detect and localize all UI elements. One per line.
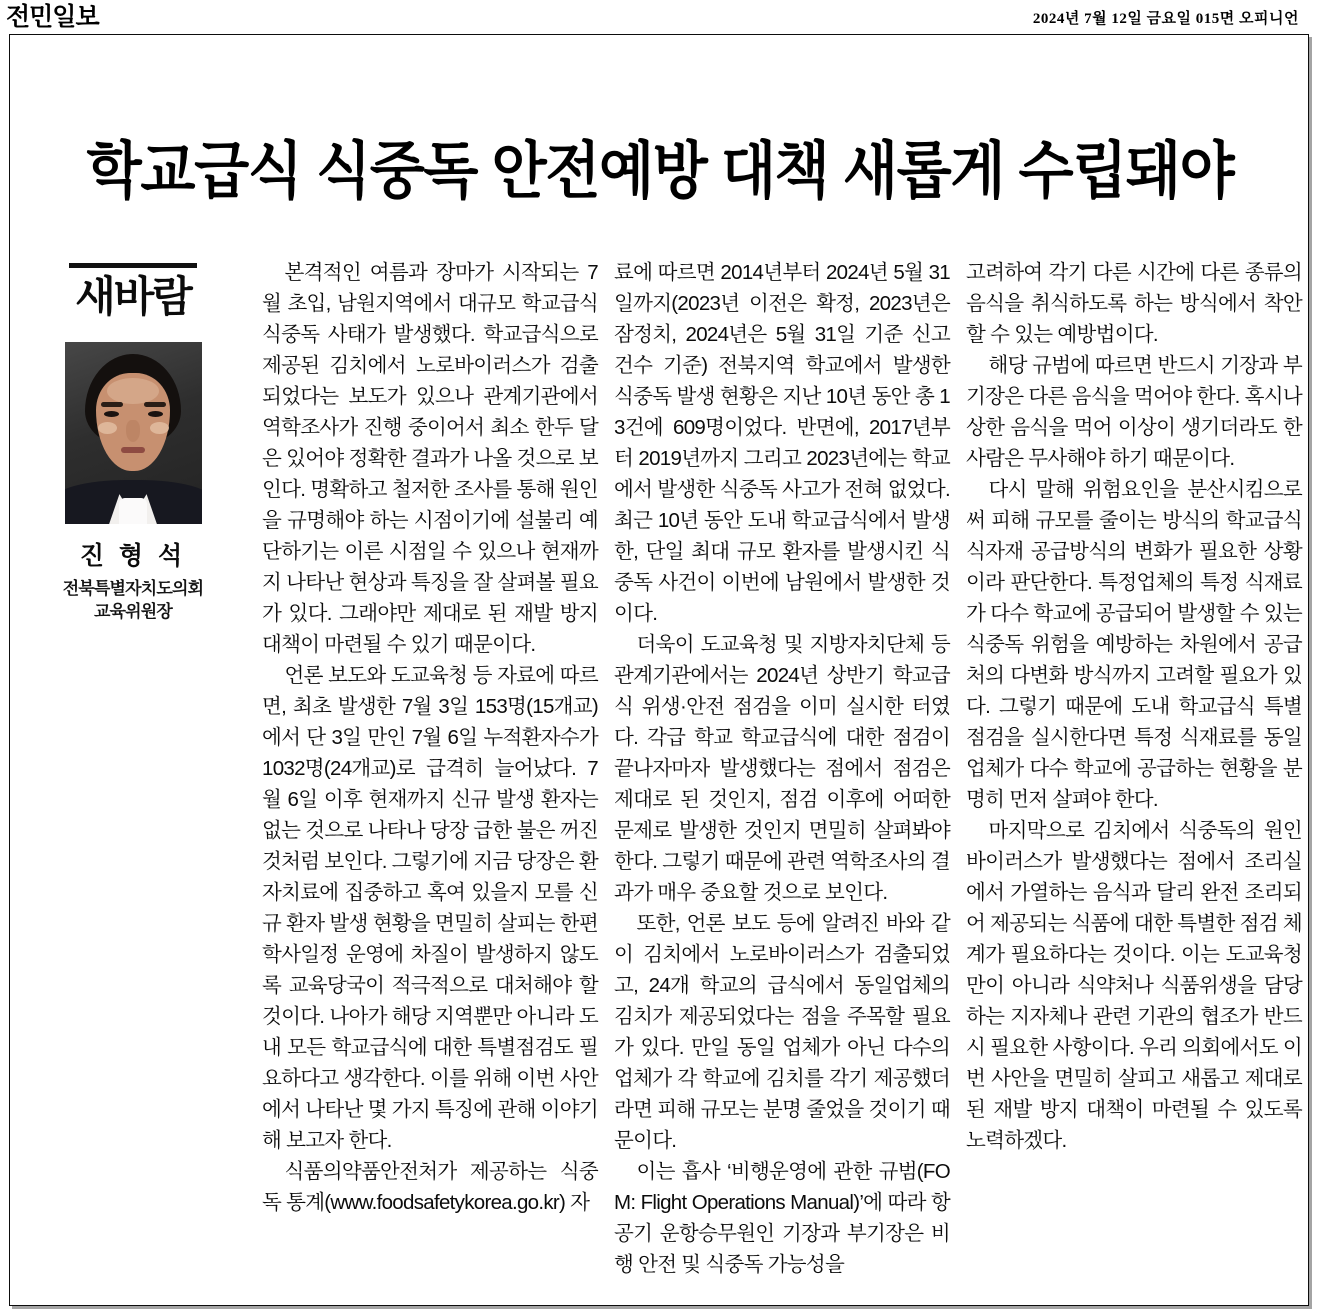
paragraph: 더욱이 도교육청 및 지방자치단체 등 관계기관에서는 2024년 상반기 학교급식 위생·안전 점검을 이미 실시한 터였다. 각급 학교 학교급식에 대한 점검이 끝나자마자 발생했다는 점에서 점검은 제대로 된 것인지, 점검 이후에 어떠한 문제로 발생한 것인지 면밀히 살펴봐야 한다. 그렇기 때문에 관련 역학조사의 결과가 매우 중요할 것으로 보인다. <box>614 633 950 904</box>
paragraph: 고려하여 각기 다른 시간에 다른 종류의 음식을 취식하도록 하는 방식에서 착안할 수 있는 예방법이다. <box>966 261 1302 346</box>
paragraph: 마지막으로 김치에서 식중독의 원인 바이러스가 발생했다는 점에서 조리실에서 가열하는 음식과 달리 완전 조리되어 제공되는 식품에 대한 특별한 점검 체계가 필요하다는 것이다. 이는 도교육청만이 아니라 식약처나 식품위생을 담당하는 지자체나 관련 기관의 협조가 반드시 필요한 사항이다. 우리 의회에서도 이번 사안을 면밀히 살피고 새롭고 제대로 된 재발 방지 대책이 마련될 수 있도록 노력하겠다. <box>966 819 1302 1152</box>
text-column-2 <box>608 257 960 1280</box>
page-frame <box>9 34 1309 1306</box>
paragraph: 또한, 언론 보도 등에 알려진 바와 같이 김치에서 노로바이러스가 검출되었고, 24개 학교의 급식에서 동일업체의 김치가 제공되었다는 점을 주목할 필요가 있다. 만일 동일 업체가 아닌 다수의 업체가 각 학교에 김치를 각기 제공했더라면 피해 규모는 분명 줄었을 것이기 때문이다. <box>614 912 950 1152</box>
portrait-cheek-left <box>98 422 117 434</box>
text-columns <box>256 257 1319 1280</box>
masthead <box>0 0 1319 34</box>
portrait-shirt <box>119 498 147 524</box>
paragraph: 해당 규범에 따르면 반드시 기장과 부기장은 다른 음식을 먹어야 한다. 혹시나 상한 음식을 먹어 이상이 생기더라도 한 사람은 무사해야 하기 때문이다. <box>966 354 1302 470</box>
portrait-cheek-right <box>150 422 169 434</box>
paragraph: 다시 말해 위험요인을 분산시킴으로써 피해 규모를 줄이는 방식의 학교급식 식자재 공급방식의 변화가 필요한 상황이라 판단한다. 특정업체의 특정 식재료가 다수 학교에 공급되어 발생할 수 있는 식중독 위험을 예방하는 차원에서 공급처의 다변화 방식까지 고려할 필요가 있다. 그렇기 때문에 도내 학교급식 특별 점검을 실시한다면 특정 식재료를 동일업체가 다수 학교에 공급하는 현황을 분명히 먼저 살펴야 한다. <box>966 478 1302 811</box>
column-brand-label: 새바람 <box>75 273 191 320</box>
paragraph: 본격적인 여름과 장마가 시작되는 7월 초입, 남원지역에서 대규모 학교급식 식중독 사태가 발생했다. 학교급식으로 제공된 김치에서 노로바이러스가 검출되었다는 보도가 있으나 관계기관에서 역학조사가 진행 중이어서 최소 한두 달은 있어야 정확한 결과가 나올 것으로 보인다. 명확하고 철저한 조사를 통해 원인을 규명해야 하는 시점이기에 설불리 예단하기는 이른 시점일 수 있으나 현재까지 나타난 현상과 특징을 잘 살펴볼 필요가 있다. 그래야만 제대로 된 재발 방지 대책이 마련될 수 있기 때문이다. <box>262 261 598 656</box>
portrait-eye-right <box>148 411 163 417</box>
author-affiliation-line-1: 전북특별자치도의회 <box>62 579 204 599</box>
paragraph: 식품의약품안전처가 제공하는 식중독 통계(www.foodsafetykorea.go.kr) 자 <box>262 1160 598 1214</box>
article-body <box>10 257 1310 1287</box>
portrait-eye-left <box>104 411 119 417</box>
author-portrait <box>65 342 202 524</box>
portrait-forehead <box>107 378 159 404</box>
paper-name: 전민일보 <box>6 2 99 31</box>
portrait-brow-right <box>144 402 166 407</box>
dateline: 2024년 7월 12일 금요일 015면 오피니언 <box>1032 10 1299 27</box>
text-column-1 <box>256 257 608 1280</box>
text-column-3 <box>960 257 1312 1280</box>
portrait-brow-left <box>101 402 123 407</box>
paragraph: 료에 따르면 2014년부터 2024년 5월 31일까지(2023년 이전은 확정, 2023년은 잠정치, 2024년은 5월 31일 기준 신고 건수 기준) 전북지역 학교에서 발생한 식중독 발생 현황은 지난 10년 동안 총 13건에 609명이었다. 반면에, 2017년부터 2019년까지 그리고 2023년에는 학교에서 발생한 식중독 사고가 전혀 없었다. 최근 10년 동안 도내 학교급식에서 발생한, 단일 최대 규모 환자를 발생시킨 식중독 사건이 이번에 남원에서 발생한 것이다. <box>614 261 950 625</box>
portrait-mouth <box>121 447 145 453</box>
byline-divider <box>69 263 197 268</box>
byline-column <box>10 257 256 624</box>
author-affiliation-line-2: 교육위원장 <box>93 602 173 622</box>
author-name: 진 형 석 <box>79 542 187 571</box>
paragraph: 이는 흡사 ‘비행운영에 관한 규범(FOM: Flight Operations Manual)’에 따라 항공기 운항승무원인 기장과 부기장은 비행 안전 및 식중독 가능성을 <box>614 1160 950 1276</box>
paragraph: 언론 보도와 도교육청 등 자료에 따르면, 최초 발생한 7월 3일 153명(15개교)에서 단 3일 만인 7월 6일 누적환자수가 1032명(24개교)로 급격히 늘어났다. 7월 6일 이후 현재까지 신규 발생 환자는 없는 것으로 나타나 당장 급한 불은 꺼진 것처럼 보인다. 그렇기에 지금 당장은 환자치료에 집중하고 혹여 있을지 모를 신규 환자 발생 현황을 면밀히 살피는 한편 학사일정 운영에 차질이 발생하지 않도록 교육당국이 적극적으로 대처해야 할 것이다. 나아가 해당 지역뿐만 아니라 도내 모든 학교급식에 대한 특별점검도 필요하다고 생각한다. 이를 위해 이번 사안에서 나타난 몇 가지 특징에 관해 이야기해 보고자 한다. <box>262 664 598 1152</box>
article-headline: 학교급식 식중독 안전예방 대책 새롭게 수립돼야 <box>86 136 1234 206</box>
